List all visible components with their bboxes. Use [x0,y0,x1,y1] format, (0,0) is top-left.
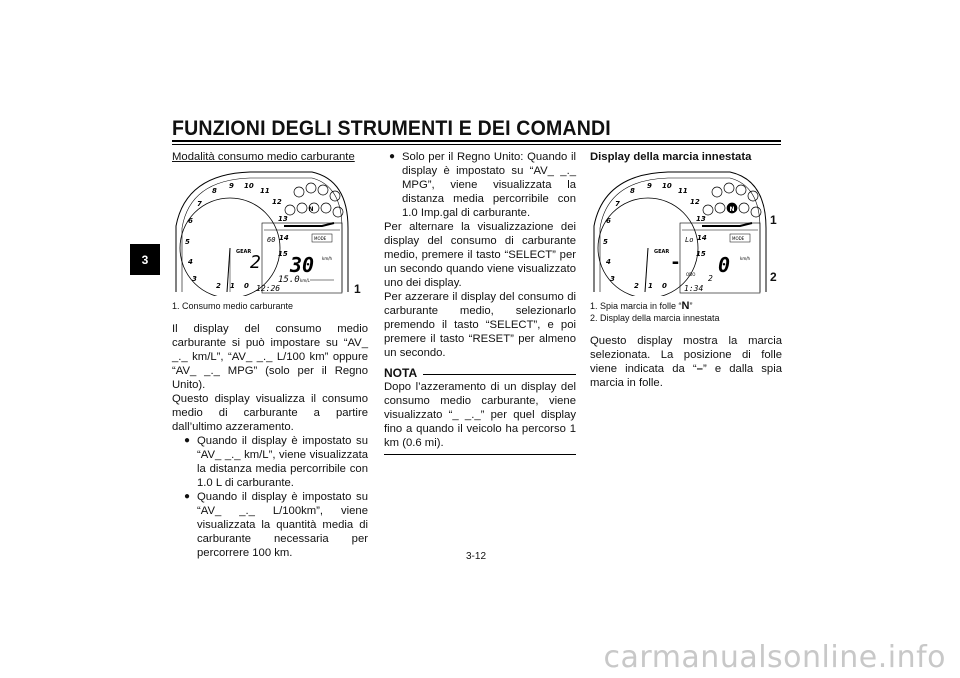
page-title: FUNZIONI DEGLI STRUMENTI E DEI COMANDI [172,117,611,140]
section-heading-gear-display: Display della marcia innestata [590,151,752,163]
svg-text:6: 6 [188,217,193,225]
bullet-item: ● Quando il display è impostato su “AV_ _._ L/100km”, viene visualizzata la quantità media di carburante necessaria per percorrere 100 km. [187,490,368,560]
svg-text:5: 5 [603,238,608,246]
svg-text:1: 1 [230,282,235,290]
title-rule [172,140,781,142]
svg-text:14: 14 [279,234,289,242]
svg-text:1: 1 [648,282,653,290]
svg-text:7: 7 [615,200,620,208]
svg-text:10: 10 [662,182,672,190]
paragraph: Il display del consumo medio carburante si può impostare su “AV_ _._ km/L”, “AV_ _._ L/100 km” oppure “AV_ _._ MPG” (solo per il Regno Unito). [172,323,368,391]
svg-text:N: N [308,206,314,213]
bullet-item: ● Solo per il Regno Unito: Quando il display è impostato su “AV_ _._ MPG”, viene visualizzata la distanza media percorribile con 1.0 Imp.gal di carburante. [392,150,576,220]
figure-callout-2: 2 [770,270,777,284]
paragraph: Per alternare la visualizzazione dei display del consumo di carburante medio, premere il tasto “SELECT” per un secondo quando viene visualizzato uno dei display. [384,221,576,289]
neutral-symbol: N [681,300,690,312]
svg-text:0: 0 [718,253,731,277]
svg-text:9: 9 [647,182,652,190]
note-rule [423,374,576,375]
svg-text:14: 14 [697,234,707,242]
figure-caption-1: 1. Spia marcia in folle “N” [590,300,693,312]
meter-figure-avg-fuel [172,168,361,296]
svg-text:13: 13 [278,215,288,223]
section-heading-avg-fuel: Modalità consumo medio carburante [172,151,355,163]
note-box [384,366,576,455]
note-end-rule [384,454,576,455]
svg-text:km/h: km/h [740,256,751,261]
svg-text:2: 2 [708,274,713,283]
meter-illustration [172,168,350,296]
svg-text:0: 0 [244,282,249,290]
svg-text:8: 8 [630,187,635,195]
svg-text:15: 15 [696,250,706,258]
svg-text:3: 3 [610,275,615,283]
figure-caption: 1. Consumo medio carburante [172,301,294,311]
svg-text:MODE: MODE [732,236,745,241]
svg-text:2: 2 [250,252,261,273]
svg-text:9: 9 [229,182,234,190]
figure-callout-1: 1 [354,282,361,296]
svg-text:6: 6 [606,217,611,225]
svg-text:Lo: Lo [685,236,694,244]
svg-text:11: 11 [678,187,688,195]
svg-text:GEAR: GEAR [236,249,252,255]
svg-text:15.0: 15.0 [278,275,300,285]
bullet-list [384,150,576,220]
title-rule-thin [172,144,781,145]
svg-text:4: 4 [188,258,193,266]
meter-illustration [590,168,768,296]
figure-callout-1: 1 [770,213,777,227]
svg-text:8: 8 [212,187,217,195]
page-number: 3-12 [466,551,487,562]
dash-symbol: – [696,363,703,375]
svg-text:2: 2 [634,282,639,290]
svg-text:10: 10 [244,182,254,190]
column-3 [590,150,782,390]
watermark: carmanualsonline.info [603,640,946,675]
column-2 [384,150,576,455]
svg-text:12: 12 [272,198,282,206]
chapter-tab: 3 [130,244,160,275]
svg-text:30: 30 [290,253,315,277]
svg-text:km/h: km/h [322,256,333,261]
svg-text:N: N [729,206,735,213]
svg-text:12: 12 [690,198,700,206]
note-text: Dopo l’azzeramento di un display del consumo medio carburante, viene visualizzato “_ _._” per quel display fino a quando il veicolo ha percorso 1 km (0.6 mi). [384,381,576,449]
svg-text:MODE: MODE [314,236,327,241]
svg-text:ODO: ODO [686,272,696,277]
bullet-list [172,434,368,560]
svg-text:60: 60 [267,236,276,244]
svg-text:11: 11 [260,187,270,195]
svg-text:2: 2 [216,282,221,290]
bullet-item: ● Quando il display è impostato su “AV_ _._ km/L”, viene visualizzata la distanza media percorribile con 1.0 L di carburante. [187,434,368,490]
column-1 [172,150,368,560]
svg-text:12:26: 12:26 [256,284,281,293]
svg-text:3: 3 [192,275,197,283]
meter-figure-gear [590,168,777,296]
paragraph: Questo display mostra la marcia selezionata. La posizione di folle viene indicata da “–” e dalla spia marcia in folle. [590,335,782,389]
svg-text:km/L: km/L [300,278,310,283]
paragraph: Questo display visualizza il consumo medio di carburante a partire dall’ultimo azzeramento. [172,393,368,433]
svg-text:1:34: 1:34 [684,284,704,293]
figure-caption-2: 2. Display della marcia innestata [590,313,720,323]
svg-text:-: - [670,252,681,273]
svg-text:15: 15 [278,250,288,258]
svg-text:4: 4 [606,258,611,266]
svg-text:GEAR: GEAR [654,249,670,255]
svg-text:5: 5 [185,238,190,246]
note-label: NOTA [384,366,418,380]
svg-text:0: 0 [662,282,667,290]
svg-text:13: 13 [696,215,706,223]
paragraph: Per azzerare il display del consumo di carburante medio, selezionarlo premendo il tasto “SELECT”, e poi premere il tasto “RESET” per almeno un secondo. [384,291,576,359]
svg-text:7: 7 [197,200,202,208]
